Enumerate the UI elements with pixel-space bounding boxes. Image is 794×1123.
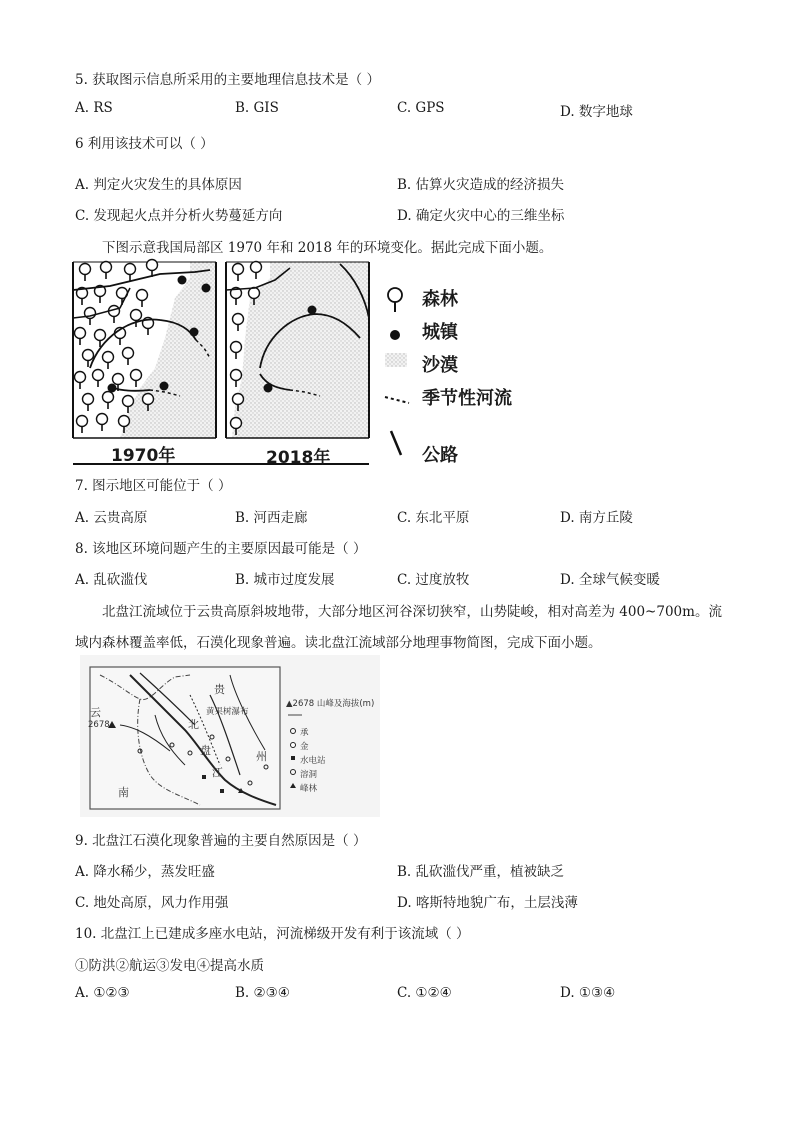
map2-label-yun: 云 bbox=[90, 706, 101, 719]
q5-option-a[interactable]: A. RS bbox=[75, 100, 113, 116]
q10-items: ①防洪②航运③发电④提高水质 bbox=[75, 958, 264, 974]
q9-option-c[interactable]: C. 地处高原，风力作用强 bbox=[75, 895, 229, 911]
legend-town-icon bbox=[390, 330, 400, 340]
map2-label-pan: 盘 bbox=[200, 744, 211, 757]
q6-stem: 6 利用该技术可以（ ） bbox=[75, 136, 214, 152]
map2-label-gui: 贵 bbox=[214, 683, 225, 696]
environment-change-map bbox=[70, 258, 390, 468]
q7-stem: 7. 图示地区可能位于（ ） bbox=[75, 478, 232, 494]
panel-label-1970: 1970年 bbox=[111, 446, 176, 466]
q9-option-d[interactable]: D. 喀斯特地貌广布，土层浅薄 bbox=[397, 895, 578, 911]
map2-label-huangguoshu: 黄果树瀑布 bbox=[206, 707, 249, 717]
q7-option-a[interactable]: A. 云贵高原 bbox=[75, 510, 148, 526]
map2-legend-item-3: 水电站 bbox=[300, 756, 326, 766]
map2-label-peak-elevation: 2678 bbox=[88, 720, 110, 730]
q9-stem: 9. 北盘江石漠化现象普遍的主要自然原因是（ ） bbox=[75, 833, 367, 849]
q6-option-d[interactable]: D. 确定火灾中心的三维坐标 bbox=[397, 208, 565, 224]
q5-stem: 5. 获取图示信息所采用的主要地理信息技术是（ ） bbox=[75, 72, 380, 88]
q5-option-c[interactable]: C. GPS bbox=[397, 100, 445, 116]
panel-2018 bbox=[226, 262, 369, 439]
map2-legend-item-1: 承 bbox=[300, 728, 309, 738]
legend-forest-icon bbox=[388, 288, 402, 312]
map2-legend-item-4: 溶洞 bbox=[300, 770, 318, 780]
figure2-intro-line1: 北盘江流域位于云贵高原斜坡地带，大部分地区河谷深切狭窄，山势陡峻，相对高差为 400~700m。流 bbox=[102, 604, 722, 620]
panel-label-2018: 2018年 bbox=[266, 448, 331, 468]
q10-stem: 10. 北盘江上已建成多座水电站，河流梯级开发有利于该流域（ ） bbox=[75, 926, 470, 942]
q8-option-d[interactable]: D. 全球气候变暖 bbox=[560, 572, 660, 588]
q5-option-b[interactable]: B. GIS bbox=[235, 100, 279, 116]
panel-1970 bbox=[73, 260, 216, 439]
figure2-intro-line2: 域内森林覆盖率低，石漠化现象普遍。读北盘江流域部分地理事物简图，完成下面小题。 bbox=[75, 635, 602, 651]
q7-option-b[interactable]: B. 河西走廊 bbox=[235, 510, 308, 526]
q7-option-c[interactable]: C. 东北平原 bbox=[397, 510, 470, 526]
q10-option-c[interactable]: C. ①②④ bbox=[397, 985, 452, 1001]
map2-label-bei: 北 bbox=[188, 718, 199, 731]
legend-desert-icon bbox=[385, 353, 407, 367]
figure1-intro: 下图示意我国局部区 1970 年和 2018 年的环境变化。据此完成下面小题。 bbox=[102, 240, 553, 256]
q8-option-a[interactable]: A. 乱砍滥伐 bbox=[75, 572, 148, 588]
q10-option-b[interactable]: B. ②③④ bbox=[235, 985, 290, 1001]
legend-forest-label: 森林 bbox=[422, 289, 458, 310]
figure1-legend-symbols bbox=[383, 285, 413, 465]
map2-label-nan: 南 bbox=[118, 786, 129, 799]
q6-option-b[interactable]: B. 估算火灾造成的经济损失 bbox=[397, 177, 565, 193]
map2-label-jiang: 江 bbox=[212, 766, 223, 779]
legend-desert-label: 沙漠 bbox=[422, 355, 458, 376]
legend-road-label: 公路 bbox=[422, 445, 458, 466]
q8-option-b[interactable]: B. 城市过度发展 bbox=[235, 572, 335, 588]
legend-road-icon bbox=[391, 431, 401, 455]
q6-option-c[interactable]: C. 发现起火点并分析火势蔓延方向 bbox=[75, 208, 283, 224]
map2-legend-item-2: 金 bbox=[300, 742, 309, 752]
q8-option-c[interactable]: C. 过度放牧 bbox=[397, 572, 470, 588]
q9-option-b[interactable]: B. 乱砍滥伐严重，植被缺乏 bbox=[397, 864, 565, 880]
map2-legend-item-5: 峰林 bbox=[300, 784, 318, 794]
q5-option-d[interactable]: D. 数字地球 bbox=[560, 104, 633, 120]
q9-option-a[interactable]: A. 降水稀少，蒸发旺盛 bbox=[75, 864, 215, 880]
legend-seasonal-river-label: 季节性河流 bbox=[422, 388, 512, 409]
map2-legend-title: ▲2678 山峰及海拔(m) bbox=[286, 699, 375, 709]
q10-option-a[interactable]: A. ①②③ bbox=[75, 985, 130, 1001]
q7-option-d[interactable]: D. 南方丘陵 bbox=[560, 510, 633, 526]
map2-label-zhou: 州 bbox=[256, 750, 267, 763]
q10-option-d[interactable]: D. ①③④ bbox=[560, 985, 616, 1001]
legend-town-label: 城镇 bbox=[422, 322, 458, 343]
legend-seasonal-river-icon bbox=[385, 397, 409, 403]
q6-option-a[interactable]: A. 判定火灾发生的具体原因 bbox=[75, 177, 242, 193]
q8-stem: 8. 该地区环境问题产生的主要原因最可能是（ ） bbox=[75, 541, 367, 557]
